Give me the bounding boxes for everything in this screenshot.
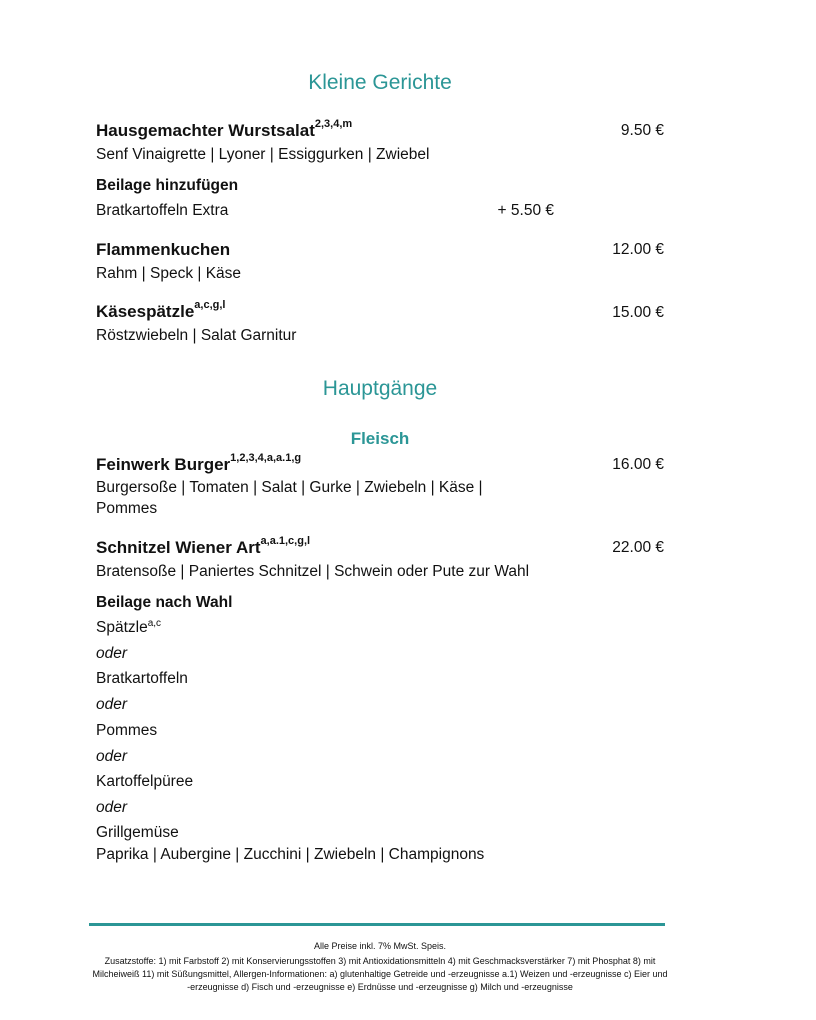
allergen-codes: 1,2,3,4,a,a.1,g	[230, 452, 302, 465]
price-burger: 16.00 €	[612, 456, 664, 473]
footer-allergen-info: Zusatzstoffe: 1) mit Farbstoff 2) mit Konservierungsstoffen 3) mit Antioxidationsmitteln 4) mit Geschmacksverstärker 7) mit Phosphat 8) mit Milcheiweiß 11) mit Süßungsmittel, Allergen-Informationen: a) glutenhaltige Getreide und -erzeugnisse a.1) Weizen und -erzeugnisse c) Eier und -erzeugnisse d) Fisch und -erzeugnisse e) Erdnüsse und -erzeugnisse g) Milch und -erzeugnisse	[92, 956, 668, 992]
allergen-codes: 2,3,4,m	[314, 118, 353, 131]
price-beilage: + 5.50 €	[497, 202, 554, 219]
side-option-bratkartoffeln: Bratkartoffeln	[96, 670, 188, 687]
dish-desc-schnitzel: Bratensoße | Paniertes Schnitzel | Schwein oder Pute zur Wahl	[96, 563, 530, 580]
side-option-pommes: Pommes	[96, 722, 158, 739]
side-option-kartoffelpueree: Kartoffelpüree	[96, 773, 194, 790]
dish-desc-burger-line1: Burgersoße | Tomaten | Salat | Gurke | Zwiebeln | Käse |	[96, 479, 483, 496]
side-option-grillgemuese: Grillgemüse	[96, 824, 179, 841]
footer-price-note: Alle Preise inkl. 7% MwSt. Speis.	[313, 941, 447, 951]
dish-desc-flammenkuchen: Rahm | Speck | Käse	[96, 265, 242, 282]
beilage-label: Beilage hinzufügen	[96, 177, 239, 194]
dish-name-burger: Feinwerk Burger$^{1,2,3,4,a,a.1,g}$	[96, 452, 302, 474]
price-kaesespaetzle: 15.00 €	[612, 304, 664, 321]
oder-separator: oder	[96, 696, 128, 713]
price-schnitzel: 22.00 €	[612, 539, 664, 556]
dish-desc-kaesespaetzle: Röstzwiebeln | Salat Garnitur	[96, 327, 297, 344]
footer-divider	[89, 923, 665, 926]
side-option-spaetzle: Spätzle$^{a,c}$	[96, 617, 162, 636]
oder-separator: oder	[96, 645, 128, 662]
dish-name-wurstsalat: Hausgemachter Wurstsalat$^{2,3,4,m}$	[96, 118, 353, 140]
dish-desc-burger-line2: Pommes	[96, 500, 158, 517]
oder-separator: oder	[96, 748, 128, 765]
beilage-item-bratkartoffeln: Bratkartoffeln Extra	[96, 202, 229, 219]
price-flammenkuchen: 12.00 €	[612, 241, 664, 258]
dish-desc-wurstsalat: Senf Vinaigrette | Lyoner | Essiggurken | Zwiebel	[96, 146, 430, 163]
subsection-title-fleisch: Fleisch	[350, 429, 410, 448]
oder-separator: oder	[96, 799, 128, 816]
dish-name-schnitzel: Schnitzel Wiener Art$^{a,a.1,c,g,l}$	[96, 535, 311, 557]
allergen-codes: a,a.1,c,g,l	[260, 535, 311, 548]
dish-name-flammenkuchen: Flammenkuchen	[96, 240, 231, 259]
price-wurstsalat: 9.50 €	[620, 122, 664, 139]
section-title-hauptgaenge: Hauptgänge	[322, 377, 438, 400]
dish-name-kaesespaetzle: Käsespätzle$^{a,c,g,l}$	[96, 299, 226, 321]
allergen-codes: a,c	[147, 617, 162, 629]
beilage-nach-wahl-label: Beilage nach Wahl	[96, 594, 233, 611]
grillgemuese-desc: Paprika | Aubergine | Zucchini | Zwiebeln | Champignons	[96, 846, 485, 863]
allergen-codes: a,c,g,l	[194, 299, 226, 312]
section-title-kleine-gerichte: Kleine Gerichte	[308, 71, 452, 94]
